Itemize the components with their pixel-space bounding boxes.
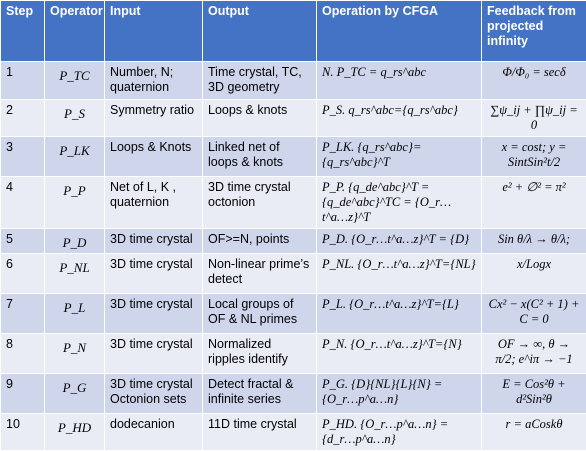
- feedback-cell: ∑ψ_ij + ∏ψ_ij = 0: [482, 100, 586, 137]
- cfga-cell: P_L. {O_r…t^a…z}^T={L}: [317, 294, 482, 334]
- operator-cell: P_N: [45, 334, 105, 374]
- step-cell: 6: [1, 254, 45, 294]
- cfga-cell: P_LK. {q_rs^abc}={q_rs^abc}^T: [317, 137, 482, 177]
- input-cell: dodecanion: [105, 414, 203, 451]
- input-cell: 3D time crystal: [105, 254, 203, 294]
- step-cell: 5: [1, 229, 45, 254]
- input-cell: 3D time crystal: [105, 294, 203, 334]
- table-row: [1, 254, 586, 294]
- cfga-cell: P_P. {q_de^abc}^T = {q_de^abc}^TC = {O_r…t^a…z}^T: [317, 177, 482, 229]
- step-cell: 8: [1, 334, 45, 374]
- feedback-cell: x = cost; y = SintSin²t/2: [482, 137, 586, 177]
- operator-cell: P_HD: [45, 414, 105, 451]
- cfga-cell: P_HD. {O_r…p^a…n} = {d_r…p^a…n}: [317, 414, 482, 451]
- operator-cell: P_L: [45, 294, 105, 334]
- input-cell: 3D time crystal: [105, 334, 203, 374]
- input-cell: 3D time crystal: [105, 229, 203, 254]
- step-cell: 7: [1, 294, 45, 334]
- output-cell: Loops & knots: [203, 100, 317, 137]
- operator-cell: P_TC: [45, 62, 105, 100]
- table-row: [1, 137, 586, 177]
- step-cell: 2: [1, 100, 45, 137]
- input-cell: Net of L, K , quaternion: [105, 177, 203, 229]
- step-cell: 10: [1, 414, 45, 451]
- output-cell: Local groups of OF & NL primes: [203, 294, 317, 334]
- step-cell: 9: [1, 374, 45, 414]
- output-cell: Detect fractal & infinite series: [203, 374, 317, 414]
- feedback-cell: Cx² − x(C² + 1) + C = 0: [482, 294, 586, 334]
- feedback-cell: e² + ∅² = π²: [482, 177, 586, 229]
- header-output: Output: [203, 1, 317, 62]
- operator-cell: P_LK: [45, 137, 105, 177]
- feedback-cell: OF → ∞, θ → π/2; e^iπ → −1: [482, 334, 586, 374]
- output-cell: OF>=N, points: [203, 229, 317, 254]
- table-row: [1, 177, 586, 229]
- input-cell: Symmetry ratio: [105, 100, 203, 137]
- cfga-cell: P_N. {O_r…t^a…z}^T={N}: [317, 334, 482, 374]
- operator-cell: P_D: [45, 229, 105, 254]
- feedback-cell: x/Logx: [482, 254, 586, 294]
- input-cell: Number, N; quaternion: [105, 62, 203, 100]
- operator-cell: P_P: [45, 177, 105, 229]
- output-cell: Normalized ripples identify: [203, 334, 317, 374]
- output-cell: Non-linear prime’s detect: [203, 254, 317, 294]
- table-row: [1, 62, 586, 100]
- step-cell: 4: [1, 177, 45, 229]
- table-row: [1, 294, 586, 334]
- feedback-cell: Sin θ/λ → θ/λ;: [482, 229, 586, 254]
- table-row: [1, 414, 586, 451]
- step-cell: 1: [1, 62, 45, 100]
- header-row: [1, 1, 586, 62]
- header-input: Input: [105, 1, 203, 62]
- table-row: [1, 334, 586, 374]
- table-row: [1, 100, 586, 137]
- output-cell: Time crystal, TC, 3D geometry: [203, 62, 317, 100]
- table-row: [1, 229, 586, 254]
- header-operator: Operator: [45, 1, 105, 62]
- feedback-cell: r = aCoskθ: [482, 414, 586, 451]
- step-cell: 3: [1, 137, 45, 177]
- cfga-cell: P_S. q_rs^abc={q_rs^abc}: [317, 100, 482, 137]
- operator-cell: P_G: [45, 374, 105, 414]
- table-row: [1, 374, 586, 414]
- header-operation: Operation by CFGA: [317, 1, 482, 62]
- input-cell: Loops & Knots: [105, 137, 203, 177]
- feedback-cell: E = Cos²θ + d²Sin²θ: [482, 374, 586, 414]
- cfga-cell: P_NL. {O_r…t^a…z}^T={NL}: [317, 254, 482, 294]
- header-step: Step: [1, 1, 45, 62]
- cfga-cell: P_G. {D}{NL}{L}{N} = {O_r…p^a…n}: [317, 374, 482, 414]
- operator-cell: P_S: [45, 100, 105, 137]
- feedback-cell: Φ/Φ₀ = secδ: [482, 62, 586, 100]
- input-cell: 3D time crystal Octonion sets: [105, 374, 203, 414]
- output-cell: 3D time crystal octonion: [203, 177, 317, 229]
- cfga-cell: N. P_TC = q_rs^abc: [317, 62, 482, 100]
- output-cell: Linked net of loops & knots: [203, 137, 317, 177]
- header-feedback: Feedback from projected infinity: [482, 1, 586, 62]
- output-cell: 11D time crystal: [203, 414, 317, 451]
- cfga-cell: P_D. {O_r…t^a…z}^T = {D}: [317, 229, 482, 254]
- operator-cell: P_NL: [45, 254, 105, 294]
